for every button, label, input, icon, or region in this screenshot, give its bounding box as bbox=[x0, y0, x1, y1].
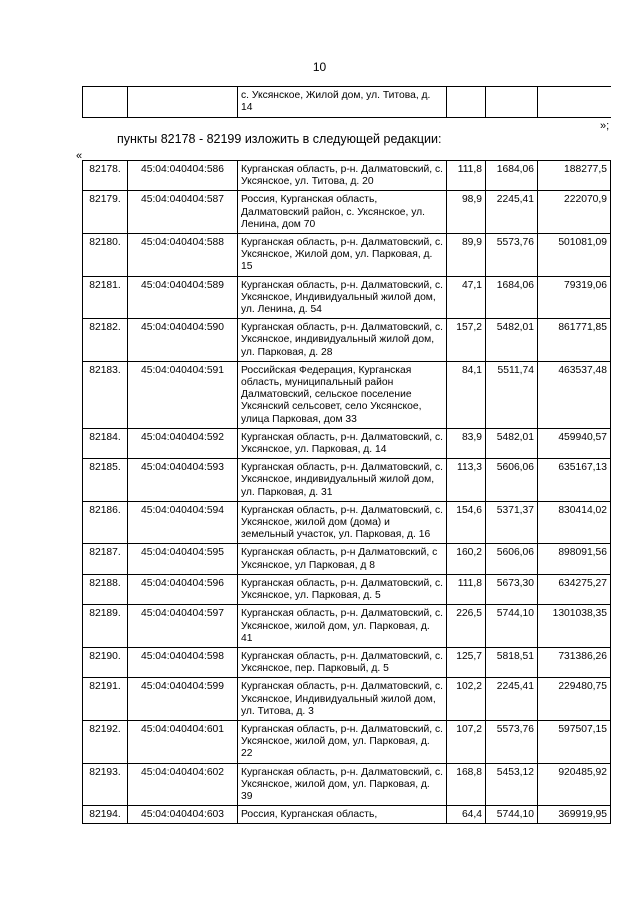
row-number: 82189. bbox=[83, 605, 128, 648]
price-cell: 5744,10 bbox=[486, 806, 538, 824]
table-row bbox=[83, 319, 611, 362]
table-row bbox=[83, 501, 611, 544]
value-cell: 898091,56 bbox=[538, 544, 611, 574]
table-row bbox=[83, 605, 611, 648]
row-number bbox=[83, 87, 128, 118]
area-cell: 160,2 bbox=[447, 544, 486, 574]
address-cell: Курганская область, р-н. Далматовский, с. Уксянское, жилой дом (дома) и земельный участок, ул. Парковая, д. 16 bbox=[238, 501, 447, 544]
area-cell: 125,7 bbox=[447, 647, 486, 677]
address-cell: Курганская область, р-н. Далматовский, с. Уксянское, индивидуальный жилой дом, ул. Парковая, д. 28 bbox=[238, 319, 447, 362]
area-cell bbox=[447, 87, 486, 118]
table-row bbox=[83, 361, 611, 428]
address-cell: Курганская область, р-н. Далматовский, с. Уксянское, ул. Парковая, д. 5 bbox=[238, 574, 447, 604]
cadastral-number: 45:04:040404:603 bbox=[128, 806, 238, 824]
row-number: 82178. bbox=[83, 161, 128, 191]
cadastral-number: 45:04:040404:590 bbox=[128, 319, 238, 362]
area-cell: 83,9 bbox=[447, 428, 486, 458]
price-cell: 5744,10 bbox=[486, 605, 538, 648]
price-cell: 5573,76 bbox=[486, 720, 538, 763]
row-number: 82183. bbox=[83, 361, 128, 428]
cadastral-number: 45:04:040404:592 bbox=[128, 428, 238, 458]
area-cell: 113,3 bbox=[447, 459, 486, 502]
value-cell: 229480,75 bbox=[538, 678, 611, 721]
area-cell: 47,1 bbox=[447, 276, 486, 319]
area-cell: 102,2 bbox=[447, 678, 486, 721]
value-cell: 463537,48 bbox=[538, 361, 611, 428]
price-cell: 2245,41 bbox=[486, 678, 538, 721]
cadastral-number: 45:04:040404:596 bbox=[128, 574, 238, 604]
address-cell: Курганская область, р-н. Далматовский, с. Уксянское, ул. Парковая, д. 14 bbox=[238, 428, 447, 458]
table-row bbox=[83, 763, 611, 806]
table-row bbox=[83, 191, 611, 234]
price-cell: 5453,12 bbox=[486, 763, 538, 806]
area-cell: 226,5 bbox=[447, 605, 486, 648]
address-cell: Курганская область, р-н. Далматовский, с. Уксянское, Жилой дом, ул. Парковая, д. 15 bbox=[238, 234, 447, 277]
cadastral-number: 45:04:040404:586 bbox=[128, 161, 238, 191]
price-cell: 5482,01 bbox=[486, 428, 538, 458]
row-number: 82182. bbox=[83, 319, 128, 362]
address-cell: Курганская область, р-н. Далматовский, с. Уксянское, жилой дом, ул. Парковая, д. 39 bbox=[238, 763, 447, 806]
price-cell: 5673,30 bbox=[486, 574, 538, 604]
table-row bbox=[83, 234, 611, 277]
value-cell: 635167,13 bbox=[538, 459, 611, 502]
row-number: 82192. bbox=[83, 720, 128, 763]
row-number: 82179. bbox=[83, 191, 128, 234]
address-cell: Российская Федерация, Курганская область, муниципальный район Далматовский, сельское поселение Уксянский сельсовет, село Уксянское, улица Парковая, дом 33 bbox=[238, 361, 447, 428]
address-cell: Россия, Курганская область, Далматовский район, с. Уксянское, ул. Ленина, дом 70 bbox=[238, 191, 447, 234]
value-cell: 731386,26 bbox=[538, 647, 611, 677]
area-cell: 64,4 bbox=[447, 806, 486, 824]
price-cell: 1684,06 bbox=[486, 161, 538, 191]
table-row bbox=[83, 459, 611, 502]
cadastral-number: 45:04:040404:588 bbox=[128, 234, 238, 277]
cadastral-number: 45:04:040404:597 bbox=[128, 605, 238, 648]
cadastral-number: 45:04:040404:591 bbox=[128, 361, 238, 428]
value-cell: 1301038,35 bbox=[538, 605, 611, 648]
price-cell: 1684,06 bbox=[486, 276, 538, 319]
table-row bbox=[83, 428, 611, 458]
price-cell bbox=[486, 87, 538, 118]
area-cell: 84,1 bbox=[447, 361, 486, 428]
cadastral-number: 45:04:040404:593 bbox=[128, 459, 238, 502]
value-cell: 79319,06 bbox=[538, 276, 611, 319]
row-number: 82181. bbox=[83, 276, 128, 319]
area-cell: 157,2 bbox=[447, 319, 486, 362]
previous-table-tail bbox=[82, 86, 611, 118]
price-cell: 5511,74 bbox=[486, 361, 538, 428]
opening-quote: « bbox=[76, 150, 83, 162]
table-row bbox=[83, 678, 611, 721]
area-cell: 154,6 bbox=[447, 501, 486, 544]
value-cell: 920485,92 bbox=[538, 763, 611, 806]
address-cell: Курганская область, р-н. Далматовский, с. Уксянское, жилой дом, ул. Парковая, д. 41 bbox=[238, 605, 447, 648]
value-cell: 188277,5 bbox=[538, 161, 611, 191]
row-number: 82194. bbox=[83, 806, 128, 824]
value-cell: 501081,09 bbox=[538, 234, 611, 277]
closing-quote: »; bbox=[600, 120, 610, 132]
address-cell: Курганская область, р-н. Далматовский, с. Уксянское, жилой дом, ул. Парковая, д. 22 bbox=[238, 720, 447, 763]
address-cell: Курганская область, р-н. Далматовский, с. Уксянское, пер. Парковый, д. 5 bbox=[238, 647, 447, 677]
row-number: 82185. bbox=[83, 459, 128, 502]
cadastral-number: 45:04:040404:595 bbox=[128, 544, 238, 574]
value-cell bbox=[538, 87, 611, 118]
address-cell: Курганская область, р-н. Далматовский, с. Уксянское, Индивидуальный жилой дом, ул. Ленина, д. 54 bbox=[238, 276, 447, 319]
price-cell: 5371,37 bbox=[486, 501, 538, 544]
area-cell: 168,8 bbox=[447, 763, 486, 806]
table-row bbox=[83, 544, 611, 574]
table-row bbox=[83, 87, 611, 118]
page-number: 10 bbox=[312, 60, 327, 74]
address-cell: Курганская область, р-н Далматовский, с Уксянское, ул Парковая, д 8 bbox=[238, 544, 447, 574]
area-cell: 89,9 bbox=[447, 234, 486, 277]
cadastral-number: 45:04:040404:599 bbox=[128, 678, 238, 721]
instruction-text: пункты 82178 - 82199 изложить в следующей редакции: bbox=[117, 132, 442, 146]
address-cell: с. Уксянское, Жилой дом, ул. Титова, д. 14 bbox=[238, 87, 447, 118]
value-cell: 459940,57 bbox=[538, 428, 611, 458]
cadastral-number: 45:04:040404:601 bbox=[128, 720, 238, 763]
address-cell: Россия, Курганская область, bbox=[238, 806, 447, 824]
address-cell: Курганская область, р-н. Далматовский, с. Уксянское, индивидуальный жилой дом, ул. Парковая, д. 31 bbox=[238, 459, 447, 502]
address-cell: Курганская область, р-н. Далматовский, с. Уксянское, Индивидуальный жилой дом, ул. Титова, д. 3 bbox=[238, 678, 447, 721]
cadastral-number: 45:04:040404:587 bbox=[128, 191, 238, 234]
area-cell: 98,9 bbox=[447, 191, 486, 234]
price-cell: 5606,06 bbox=[486, 544, 538, 574]
cadastral-value-table bbox=[82, 160, 611, 824]
cadastral-number: 45:04:040404:589 bbox=[128, 276, 238, 319]
row-number: 82190. bbox=[83, 647, 128, 677]
row-number: 82191. bbox=[83, 678, 128, 721]
price-cell: 5818,51 bbox=[486, 647, 538, 677]
row-number: 82180. bbox=[83, 234, 128, 277]
area-cell: 107,2 bbox=[447, 720, 486, 763]
value-cell: 597507,15 bbox=[538, 720, 611, 763]
table-row bbox=[83, 720, 611, 763]
cadastral-number: 45:04:040404:598 bbox=[128, 647, 238, 677]
cadastral-number: 45:04:040404:594 bbox=[128, 501, 238, 544]
price-cell: 5573,76 bbox=[486, 234, 538, 277]
row-number: 82184. bbox=[83, 428, 128, 458]
table-row bbox=[83, 161, 611, 191]
value-cell: 222070,9 bbox=[538, 191, 611, 234]
value-cell: 369919,95 bbox=[538, 806, 611, 824]
area-cell: 111,8 bbox=[447, 161, 486, 191]
table-row bbox=[83, 276, 611, 319]
price-cell: 2245,41 bbox=[486, 191, 538, 234]
table-row bbox=[83, 806, 611, 824]
price-cell: 5606,06 bbox=[486, 459, 538, 502]
value-cell: 861771,85 bbox=[538, 319, 611, 362]
value-cell: 634275,27 bbox=[538, 574, 611, 604]
row-number: 82186. bbox=[83, 501, 128, 544]
area-cell: 111,8 bbox=[447, 574, 486, 604]
cadastral-number: 45:04:040404:602 bbox=[128, 763, 238, 806]
table-row bbox=[83, 574, 611, 604]
table-row bbox=[83, 647, 611, 677]
cadastral-number bbox=[128, 87, 238, 118]
price-cell: 5482,01 bbox=[486, 319, 538, 362]
row-number: 82187. bbox=[83, 544, 128, 574]
row-number: 82193. bbox=[83, 763, 128, 806]
row-number: 82188. bbox=[83, 574, 128, 604]
address-cell: Курганская область, р-н. Далматовский, с. Уксянское, ул. Титова, д. 20 bbox=[238, 161, 447, 191]
value-cell: 830414,02 bbox=[538, 501, 611, 544]
